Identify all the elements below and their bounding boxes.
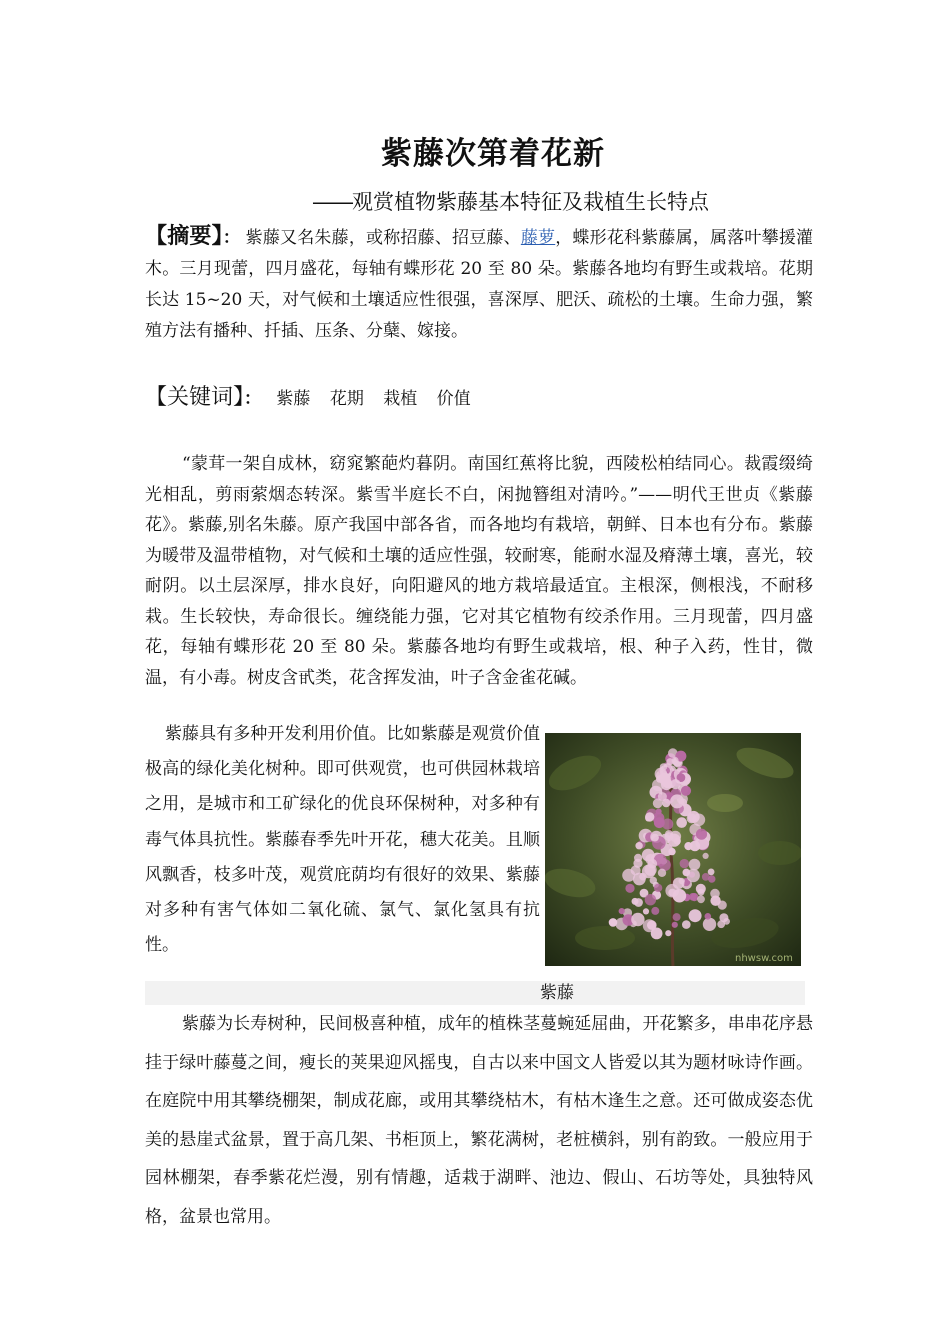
blossom-petal — [697, 895, 705, 903]
keyword-item: 紫藤 — [276, 389, 311, 409]
photo-watermark: nhwsw.com — [735, 953, 793, 964]
blossom-petal — [723, 918, 730, 925]
blossom-petal — [659, 773, 671, 785]
page-subtitle — [312, 186, 709, 216]
keyword-item: 花期 — [329, 389, 364, 409]
blossom-petal — [690, 841, 701, 852]
blossom-petal — [651, 907, 659, 915]
tengluo-link[interactable]: 藤萝 — [520, 228, 556, 248]
blossom-petal — [651, 834, 659, 842]
blossom-petal — [672, 922, 678, 928]
abstract-colon: ： — [222, 228, 241, 248]
caption-bar — [145, 981, 805, 1005]
blossom-petal — [689, 909, 702, 922]
blossom-petal — [631, 913, 644, 926]
blossom-petal — [705, 913, 712, 920]
blossom-petal — [682, 920, 691, 929]
abstract-text-rest: ，蝶形花科紫藤属，属落叶攀援灌木。三月现蕾，四月盛花，每轴有蝶形花 20 至 80 朵。紫藤各地均有野生或栽培。花期长达 15~20 天，对气候和土壤适应性很强，喜深厚、肥沃、疏松的土壤。生命力强，繁殖方法有播种、扦插、压条、分蘖、嫁接。 — [145, 228, 814, 341]
abstract-label: 【摘要】 — [145, 224, 223, 249]
blossom-petal — [632, 898, 639, 905]
blossom-petal — [667, 758, 674, 765]
subtitle-dash: —— — [312, 190, 352, 215]
blossom-petal — [696, 829, 707, 840]
blossom-petal — [654, 884, 662, 892]
blossom-petal — [681, 786, 691, 796]
blossom-petal — [662, 819, 673, 830]
blossom-petal — [670, 831, 681, 842]
blossom-petal — [651, 928, 663, 940]
blossom-petal — [634, 854, 642, 862]
wisteria-photo — [545, 733, 801, 966]
abstract-text-start: 紫藤又名朱藤，或称招藤、招豆藤、 — [245, 228, 521, 248]
blossom-petal — [643, 908, 649, 914]
blossom-petal — [671, 779, 681, 789]
blossom-petal — [653, 798, 663, 808]
blossom-petal — [708, 869, 715, 876]
blossom-petal — [625, 884, 634, 893]
blossom-petal — [670, 794, 684, 808]
blossom-petal — [619, 908, 625, 914]
keyword-item: 价值 — [436, 389, 471, 409]
wisteria-illustration — [545, 733, 801, 966]
abstract-paragraph — [145, 221, 813, 347]
value-paragraph: 紫藤具有多种开发利用价值。比如紫藤是观赏价值极高的绿化美化树种。即可供观赏，也可供园林栽培之用，是城市和工矿绿化的优良环保树种，对多种有毒气体具抗性。紫藤春季先叶开花，穗大花美。且顺风飘香，枝多叶茂，观赏庇荫均有很好的效果、紫藤对多种有害气体如二氧化硫、氯气、氯化氢具有抗性。 — [145, 724, 540, 956]
keywords-label: 【关键词】 — [145, 385, 245, 410]
keywords-colon: ： — [244, 389, 262, 409]
blossom-petal — [673, 913, 681, 921]
blossom-petal — [635, 842, 642, 849]
blossom-petal — [658, 869, 666, 877]
blossom-petal — [698, 889, 705, 896]
blossom-petal — [665, 930, 671, 936]
poem-paragraph: “蒙茸一架自成林，窈窕繁葩灼暮阴。南国红蕉将比貌，西陵松柏结同心。裁霞缀绮光相乱，剪雨萦烟态转深。紫雪半庭长不白，闲抛簪组对清吟。”——明代王世贞《紫藤花》。紫藤,别名朱藤。原产我国中部各省，而各地均有栽培，朝鲜、日本也有分布。紫藤为暖带及温带植物，对气候和土壤的适应性强，较耐寒，能耐水湿及瘠薄土壤，喜光，较耐阴。以土层深厚，排水良好，向阳避风的地方栽培最适宜。主根深，侧根浅，不耐移栽。生长较快，寿命很长。缠绕能力强，它对其它植物有绞杀作用。三月现蕾，四月盛花，每轴有蝶形花 20 至 80 朵。紫藤各地均有野生或栽培，根、种子入药，性甘，微温，有小毒。树皮含甙类，花含挥发油，叶子含金雀花碱。 — [145, 454, 813, 688]
blossom-petal — [689, 859, 701, 871]
blossom-petal — [673, 878, 685, 890]
blossom-petal — [687, 869, 700, 882]
blossom-petal — [708, 875, 715, 882]
blossom-petal — [687, 813, 697, 823]
blossom-petal — [656, 809, 662, 815]
blossom-petal — [642, 865, 656, 879]
page-title: 紫藤次第着花新 — [381, 136, 605, 172]
subtitle-text: 观赏植物紫藤基本特征及栽植生长特点 — [352, 190, 709, 214]
blossom-petal — [660, 763, 667, 770]
blossom-petal — [710, 889, 720, 899]
longevity-paragraph: 紫藤为长寿树种，民间极喜种植，成年的植株茎蔓蜿延屈曲，开花繁多，串串花序悬挂于绿叶藤蔓之间，瘦长的荚果迎风摇曳，自古以来中国文人皆爱以其为题材咏诗作画。在庭院中用其攀绕棚架，制成花廊，或用其攀绕枯木，有枯木逢生之意。还可做成姿态优美的悬崖式盆景，置于高几架、书柜顶上，繁花满树，老桩横斜，别有韵致。一般应用于园林棚架，春季紫花烂漫，别有情趣，适栽于湖畔、池边、假山、石坊等处，具独特风格，盆景也常用。 — [145, 1014, 813, 1227]
blossom-petal — [703, 853, 709, 859]
blossom-petal — [703, 918, 716, 931]
blossom-petal — [676, 817, 687, 828]
keywords-line — [145, 380, 485, 411]
blossom-petal — [645, 894, 656, 905]
blossom-petal — [680, 859, 689, 868]
figure-caption: 紫藤 — [540, 983, 574, 1003]
keyword-item: 栽植 — [383, 389, 418, 409]
blossom-petal — [645, 812, 654, 821]
blossom-petal — [622, 869, 635, 882]
blossom-petal — [673, 889, 687, 903]
blossom-petal — [718, 901, 727, 910]
